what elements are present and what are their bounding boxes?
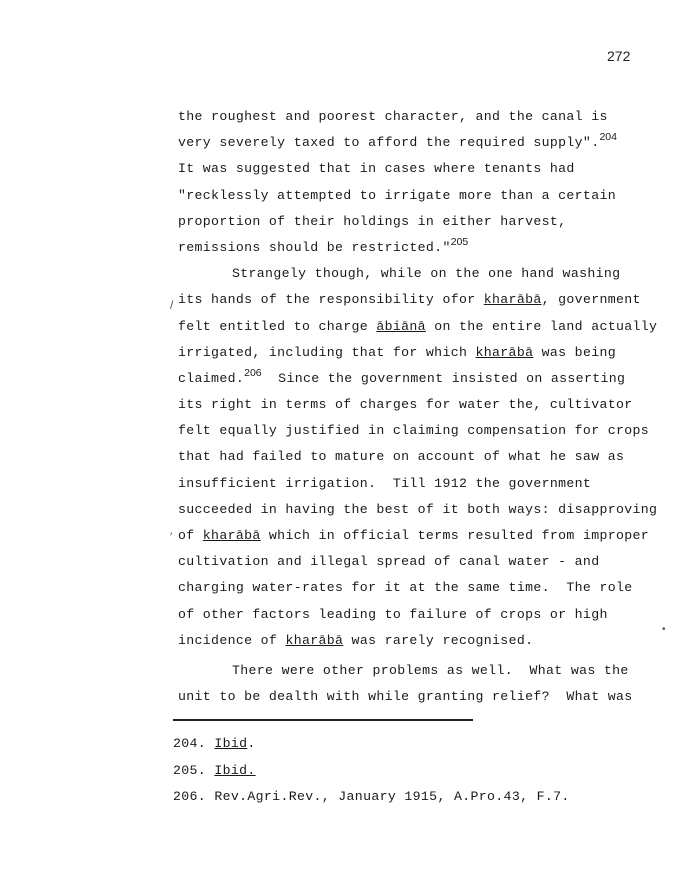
footnote-ref-204: 204	[599, 131, 617, 144]
text-line: its hands of the responsibility ofor kharābā, government	[178, 292, 641, 308]
text-line: proportion of their holdings in either harvest,	[178, 213, 567, 229]
term-kharaba: kharābā	[475, 344, 534, 360]
text-line: unit to be dealth with while granting relief? What was	[178, 689, 633, 705]
text-line: There were other problems as well. What was the	[232, 662, 629, 678]
text-line: It was suggested that in cases where tenants had	[178, 161, 575, 177]
text-line: Strangely though, while on the one hand washing	[232, 266, 621, 282]
footnote-ref-206: 206	[244, 366, 262, 379]
text-line: remissions should be restricted."$^{205}$	[178, 235, 469, 255]
term-abiana: ābiānā	[376, 318, 426, 334]
text-line: irrigated, including that for which kharābā was being	[178, 344, 616, 360]
text-line: claimed.$^{206}$ Since the government insisted on asserting	[178, 366, 626, 386]
term-kharaba: kharābā	[285, 632, 344, 648]
text-line: felt equally justified in claiming compensation for crops	[178, 423, 650, 439]
text-line: "recklessly attempted to irrigate more than a certain	[178, 187, 616, 203]
text-line: cultivation and illegal spread of canal water - and	[178, 554, 600, 570]
text-line: of other factors leading to failure of crops or high	[178, 606, 608, 622]
text-line: very severely taxed to afford the required supply".$^{204}$	[178, 131, 617, 151]
paragraph-3	[178, 658, 678, 710]
footnote-divider	[173, 719, 473, 721]
term-kharaba: kharābā	[202, 528, 261, 543]
text-line: felt entitled to charge ābiānā on the entire land actually	[178, 318, 658, 334]
footnote-206: 206. Rev.Agri.Rev., January 1915, A.Pro.43, F.7.	[173, 789, 570, 804]
paragraph-1	[178, 104, 678, 261]
term-kharaba: kharābā	[483, 292, 542, 308]
footnote-204: 204. Ibid.	[173, 736, 256, 751]
body-text	[178, 104, 678, 710]
text-line: incidence of kharābā was rarely recognised.	[178, 632, 534, 648]
footnotes	[173, 731, 570, 811]
page-number: 272	[607, 48, 631, 64]
margin-dot: •	[662, 624, 666, 635]
text-line: insufficient irrigation. Till 1912 the government	[178, 475, 592, 491]
footnote-ref-205: 205	[450, 235, 469, 248]
text-line: of kharābā which in official terms resulted from improper	[178, 528, 650, 543]
text-line: its right in terms of charges for water the, cultivator	[178, 397, 633, 413]
text-line: the roughest and poorest character, and the canal is	[178, 109, 608, 124]
margin-mark: ′	[170, 530, 173, 544]
footnote-205: 205. Ibid.	[173, 762, 256, 778]
paragraph-2	[178, 261, 678, 654]
text-line: charging water-rates for it at the same time. The role	[178, 580, 633, 596]
text-line: succeeded in having the best of it both ways: disapproving	[178, 501, 658, 517]
text-line: that had failed to mature on account of what he saw as	[178, 449, 625, 465]
margin-mark: /	[170, 298, 174, 312]
